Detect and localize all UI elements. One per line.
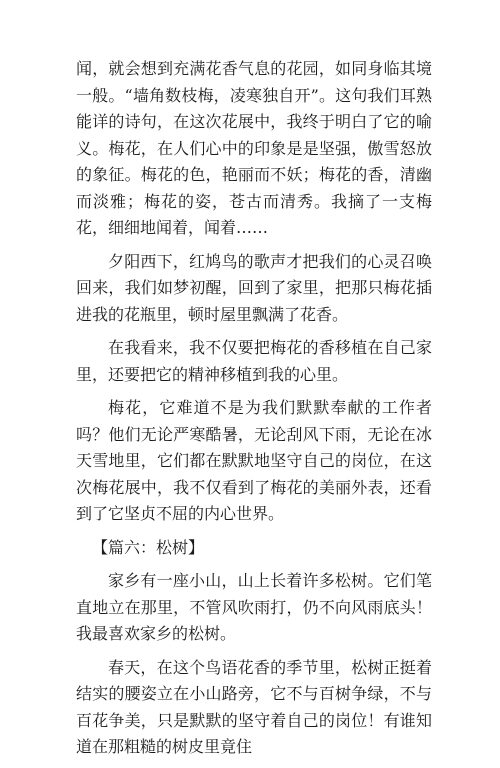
paragraph-transplant-spirit: 在我看来，我不仅要把梅花的香移植在自己家里，还要把它的精神移植到我的心里。 xyxy=(76,338,432,384)
paragraph-spring-pines: 春天，在这个鸟语花香的季节里，松树正挺着结实的腰姿立在小山路旁，它不与百树争绿，不与百花争美，只是默默的坚守着自己的岗位！有谁知道在那粗糙的树皮里竟住 xyxy=(76,657,432,756)
paragraph-plum-blossom-intro: 闻，就会想到充满花香气息的花园，如同身临其境一般。“墙角数枝梅，凌寒独自开”。这句我们耳熟能详的诗句，在这次花展中，我终于明白了它的喻义。梅花，在人们心中的印象是是坚强，傲雪怒放的象征。梅花的色，艳丽而不妖；梅花的香，清幽而淡雅；梅花的姿，苍古而清秀。我摘了一支梅花，细细地闻着，闻着…… xyxy=(76,59,432,237)
paragraph-plum-workers: 梅花，它难道不是为我们默默奉献的工作者吗？他们无论严寒酷暑，无论刮风下雨，无论在冰天雪地里，它们都在默默地坚守自己的岗位，在这次梅花展中，我不仅看到了梅花的美丽外表，还看到了它坚贞不屈的内心世界。 xyxy=(76,398,432,523)
paragraph-sunset: 夕阳西下，红鸠鸟的歌声才把我们的心灵召唤回来，我们如梦初醒，回到了家里，把那只梅花插进我的花瓶里，顿时屋里飘满了花香。 xyxy=(76,251,432,324)
section-heading-pine: 【篇六：松树】 xyxy=(92,537,205,557)
paragraph-hometown-pines: 家乡有一座小山，山上长着许多松树。它们笔直地立在那里，不管风吹雨打，仍不向风雨底头！我最喜欢家乡的松树。 xyxy=(76,571,432,643)
document-body xyxy=(76,56,432,768)
